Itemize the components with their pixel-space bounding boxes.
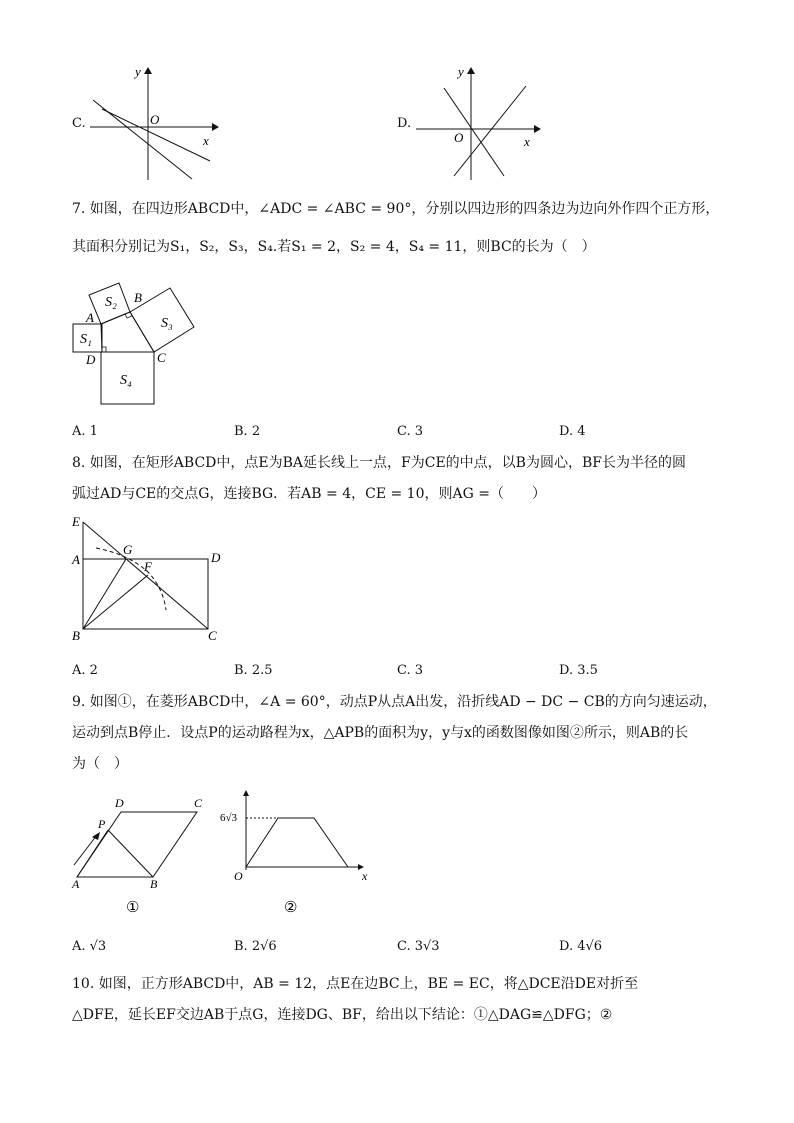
svg-text:S₂: S₂	[105, 295, 117, 310]
q8-option-a[interactable]: A. 2	[72, 663, 98, 678]
svg-text:E: E	[72, 514, 80, 529]
svg-text:P: P	[98, 817, 106, 831]
svg-text:x: x	[362, 869, 368, 883]
q7-option-b[interactable]: B. 2	[234, 424, 261, 439]
graph-option-c	[88, 62, 218, 182]
y-axis-label: y	[135, 64, 141, 79]
svg-text:D: D	[86, 352, 96, 367]
graph-option-d	[412, 62, 542, 182]
q7-line2: 其面积分别记为S₁，S₂，S₃，S₄.若S₁ = 2，S₂ = 4，S₄ = 11，则BC的长为（ ）	[72, 239, 596, 255]
q9-option-a[interactable]: A. √3	[72, 939, 107, 954]
q9-function-graph	[218, 790, 378, 920]
svg-text:C: C	[208, 628, 217, 643]
svg-text:O: O	[234, 869, 243, 883]
svg-text:x: x	[524, 134, 530, 149]
q9-option-d[interactable]: D. 4√6	[559, 939, 603, 954]
q7-line1: 7. 如图，在四边形ABCD中，∠ADC = ∠ABC = 90°，分别以四边形的四条边为边向外作四个正方形，	[72, 201, 720, 217]
svg-text:A: A	[72, 552, 80, 567]
svg-text:B: B	[150, 877, 158, 891]
q9-line3: 为（ ）	[72, 756, 128, 772]
svg-text:A: A	[72, 877, 80, 891]
svg-text:S₃: S₃	[161, 316, 173, 331]
svg-text:F: F	[144, 559, 152, 574]
svg-text:G: G	[123, 542, 133, 557]
svg-text:y: y	[458, 64, 464, 79]
figure-2-label: ②	[284, 900, 298, 916]
svg-text:D: D	[211, 550, 221, 565]
q9-option-b[interactable]: B. 2√6	[234, 939, 277, 954]
q7-option-a[interactable]: A. 1	[72, 424, 98, 439]
x-axis-label: x	[203, 133, 209, 148]
q9-line2: 运动到点B停止．设点P的运动路程为x，△APB的面积为y，y与x的函数图像如图②所示，则AB的长	[72, 725, 689, 741]
q9-rhombus-figure	[68, 790, 228, 920]
q8-figure	[68, 512, 228, 642]
option-c-label: C.	[72, 116, 86, 131]
figure-1-label: ①	[126, 900, 140, 916]
svg-text:A: A	[86, 310, 94, 325]
q9-option-c[interactable]: C. 3√3	[397, 939, 440, 954]
q7-option-d[interactable]: D. 4	[559, 424, 586, 439]
q8-line1: 8. 如图，在矩形ABCD中，点E为BA延长线上一点，F为CE的中点，以B为圆心，BF长为半径的圆	[72, 455, 686, 471]
q8-line2: 弧过AD与CE的交点G，连接BG．若AB = 4，CE = 10，则AG =（ ）	[72, 486, 546, 502]
q8-option-d[interactable]: D. 3.5	[559, 663, 598, 678]
svg-text:D: D	[115, 796, 124, 810]
option-d-label: D.	[397, 116, 412, 131]
q8-option-b[interactable]: B. 2.5	[234, 663, 273, 678]
svg-text:S₄: S₄	[120, 373, 132, 388]
svg-text:B: B	[72, 628, 80, 643]
q9-line1: 9. 如图①，在菱形ABCD中，∠A = 60°，动点P从点A出发，沿折线AD − DC − CB的方向匀速运动，	[72, 694, 717, 710]
q8-option-c[interactable]: C. 3	[397, 663, 424, 678]
q10-line2: △DFE，延长EF交边AB于点G，连接DG、BF，给出以下结论：①△DAG≌△DFG；②	[72, 1007, 613, 1023]
svg-text:6√3: 6√3	[220, 812, 238, 824]
origin-label: O	[150, 112, 160, 127]
svg-text:C: C	[157, 350, 166, 365]
svg-text:B: B	[134, 290, 142, 305]
q7-option-c[interactable]: C. 3	[397, 424, 424, 439]
q10-line1: 10. 如图，正方形ABCD中，AB = 12，点E在边BC上，BE = EC，将△DCE沿DE对折至	[72, 976, 639, 992]
svg-text:S₁: S₁	[80, 332, 92, 347]
svg-text:O: O	[454, 130, 464, 145]
q7-figure	[68, 272, 228, 412]
svg-text:C: C	[194, 796, 203, 810]
